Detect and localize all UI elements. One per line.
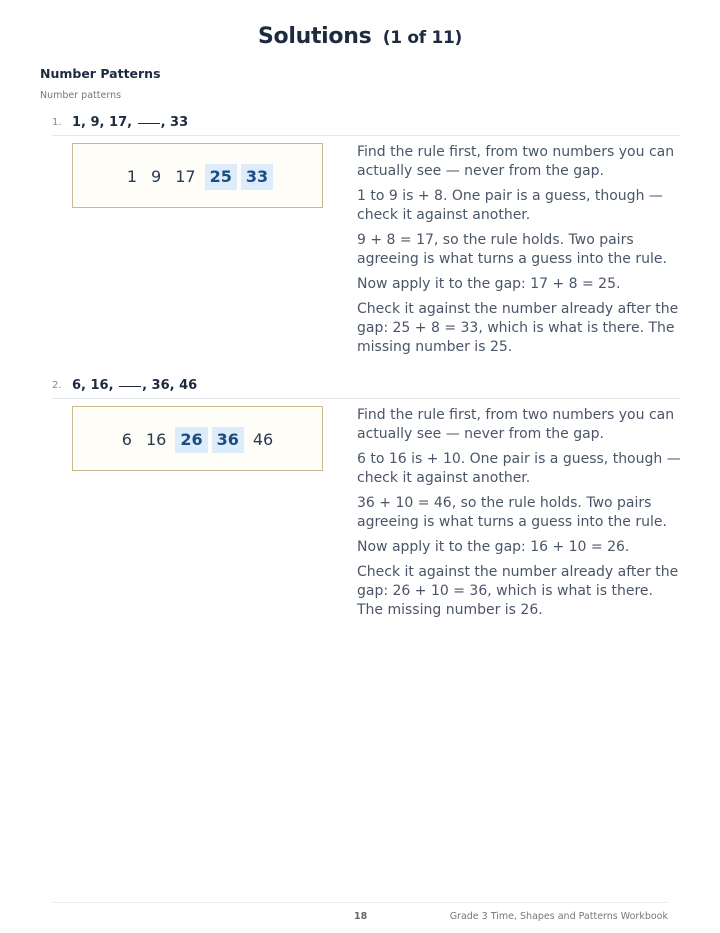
sequence-box [72,143,323,208]
page-title [0,24,720,49]
sequence-number-highlighted: 33 [241,164,273,190]
question-before-blank: 1, 9, 17, [72,115,133,130]
number-sequence [73,427,322,453]
question-number: 2. [52,380,62,391]
question-row [52,378,680,399]
page-title-suffix: (1 of 11) [382,28,462,48]
question-text [72,115,188,130]
sequence-number: 9 [151,167,162,186]
section-title: Number Patterns [40,66,161,81]
question-after-blank: , 36, 46 [142,378,198,393]
sequence-number: 6 [121,430,132,449]
question-after-blank: , 33 [160,115,189,130]
footer-divider [52,902,668,903]
solution-step: Check it against the number already after the gap: 25 + 8 = 33, which is what is there. The missing number is 25. [357,301,679,355]
page-number: 18 [354,911,368,922]
solution-step: 9 + 8 = 17, so the rule holds. Two pairs agreeing is what turns a guess into the rule. [357,232,667,267]
answer-blank [119,386,141,387]
sequence-number: 16 [145,430,167,449]
solution-step: Find the rule first, from two numbers you can actually see — never from the gap. [357,407,675,442]
solution-step: Find the rule first, from two numbers you can actually see — never from the gap. [357,144,675,179]
solution-step: Now apply it to the gap: 16 + 10 = 26. [357,539,630,555]
solution-step: 1 to 9 is + 8. One pair is a guess, though — check it against another. [357,188,663,223]
question-before-blank: 6, 16, [72,378,114,393]
sequence-number-highlighted: 26 [175,427,207,453]
question-row [52,115,680,136]
answer-blank [138,123,160,124]
solution-steps [357,143,682,363]
sequence-box [72,406,323,471]
solution-step: 6 to 16 is + 10. One pair is a guess, though — check it against another. [357,451,681,486]
sequence-number: 1 [126,167,138,186]
section-subtitle: Number patterns [40,90,122,101]
question-text [72,378,197,393]
book-title: Grade 3 Time, Shapes and Patterns Workbook [449,911,668,922]
number-sequence [73,164,322,190]
solution-step: Check it against the number already after the gap: 26 + 10 = 36, which is what is there. The missing number is 26. [357,564,679,618]
page-title-text: Solutions [257,24,372,49]
solution-step: 36 + 10 = 46, so the rule holds. Two pairs agreeing is what turns a guess into the rule. [357,495,667,530]
solution-steps [357,406,682,626]
solution-step: Now apply it to the gap: 17 + 8 = 25. [357,276,621,292]
sequence-number-highlighted: 25 [205,164,237,190]
sequence-number: 46 [252,430,274,449]
question-number: 1. [52,117,62,128]
sequence-number-highlighted: 36 [212,427,244,453]
sequence-number: 17 [175,167,196,186]
